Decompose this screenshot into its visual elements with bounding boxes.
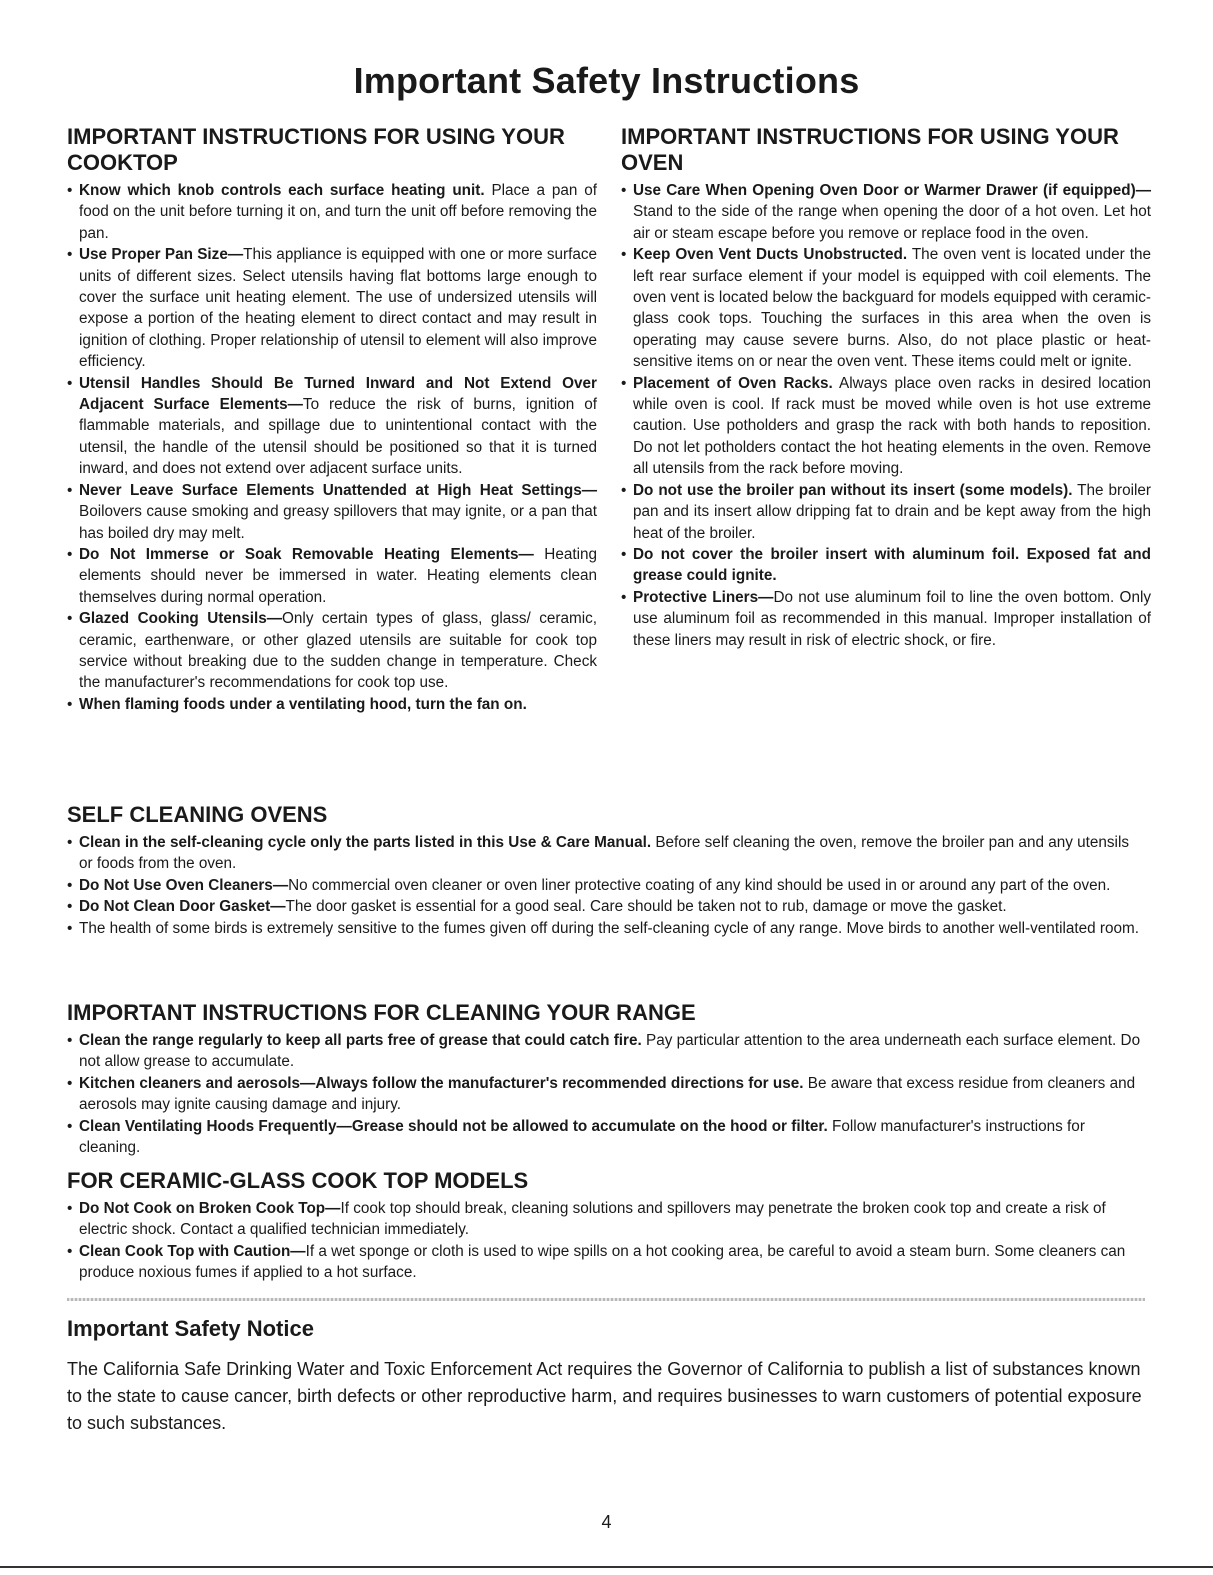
cooktop-list bbox=[67, 180, 597, 715]
list-item: • Clean Ventilating Hoods Frequently—Grease should not be allowed to accumulate on the hood or filter. Follow manufacturer's instructions for cleaning. bbox=[67, 1116, 1145, 1159]
list-item: • Do Not Cook on Broken Cook Top—If cook top should break, cleaning solutions and spillovers may penetrate the broken cook top and create a risk of electric shock. Contact a qualified technician immediately. bbox=[67, 1198, 1145, 1241]
cleaning-range-list bbox=[67, 1030, 1145, 1158]
list-item: • Clean the range regularly to keep all parts free of grease that could catch fire. Pay particular attention to the area underneath each surface element. Do not allow grease to accumulate. bbox=[67, 1030, 1145, 1073]
ceramic-glass-section bbox=[67, 1168, 1145, 1284]
safety-notice-text: The California Safe Drinking Water and Toxic Enforcement Act requires the Governor of California to publish a list of substances known to the state to cause cancer, birth defects or other reproductive harm, and requires businesses to warn customers of potential exposure to such substances. bbox=[67, 1359, 1142, 1433]
list-item: • Clean in the self-cleaning cycle only the parts listed in this Use & Care Manual. Before self cleaning the oven, remove the broiler pan and any utensils or foods from the oven. bbox=[67, 832, 1145, 875]
list-item: • Do Not Use Oven Cleaners—No commercial oven cleaner or oven liner protective coating of any kind should be used in or around any part of the oven. bbox=[67, 875, 1145, 896]
list-item: • Do not cover the broiler insert with aluminum foil. Exposed fat and grease could ignite. bbox=[621, 544, 1151, 587]
oven-section bbox=[621, 124, 1151, 651]
list-item: • Keep Oven Vent Ducts Unobstructed. The oven vent is located under the left rear surface element if your model is equipped with coil elements. The oven vent is located below the backguard for models equipped with ceramic-glass cook tops. Touching the surfaces in this area when the oven is operating may cause severe burns. Also, do not place plastic or heat-sensitive items on or near the oven vent. These items could melt or ignite. bbox=[621, 244, 1151, 372]
ceramic-glass-list bbox=[67, 1198, 1145, 1284]
cooktop-heading: IMPORTANT INSTRUCTIONS FOR USING YOUR COOKTOP bbox=[67, 124, 565, 175]
list-item: • Placement of Oven Racks. Always place oven racks in desired location while oven is cool. If rack must be moved while oven is hot use extreme caution. Use potholders and grasp the rack with both hands to reposition. Do not let potholders contact the hot heating elements in the oven. Remove all utensils from the rack before moving. bbox=[621, 373, 1151, 480]
self-cleaning-heading: SELF CLEANING OVENS bbox=[67, 802, 328, 827]
self-cleaning-section bbox=[67, 802, 1145, 939]
list-item: • Clean Cook Top with Caution—If a wet sponge or cloth is used to wipe spills on a hot cooking area, be careful to avoid a steam burn. Some cleaners can produce noxious fumes if applied to a hot surface. bbox=[67, 1241, 1145, 1284]
safety-notice-section bbox=[67, 1316, 1145, 1437]
cleaning-range-section bbox=[67, 1000, 1145, 1158]
page-number: 4 bbox=[601, 1512, 612, 1532]
list-item: • Utensil Handles Should Be Turned Inward and Not Extend Over Adjacent Surface Elements—To reduce the risk of burns, ignition of flammable materials, and spillage due to unintentional contact with the utensil, the handle of the utensil should be positioned so that it is turned inward, and does not extend over adjacent surface units. bbox=[67, 373, 597, 480]
cooktop-section bbox=[67, 124, 597, 715]
list-item: • The health of some birds is extremely sensitive to the fumes given off during the self-cleaning cycle of any range. Move birds to another well-ventilated room. bbox=[67, 918, 1145, 939]
oven-list bbox=[621, 180, 1151, 651]
page-title: Important Safety Instructions bbox=[353, 60, 860, 101]
list-item: • Do Not Clean Door Gasket—The door gasket is essential for a good seal. Care should be taken not to rub, damage or move the gasket. bbox=[67, 896, 1145, 917]
list-item: • Kitchen cleaners and aerosols—Always follow the manufacturer's recommended directions for use. Be aware that excess residue from cleaners and aerosols may ignite causing damage and injury. bbox=[67, 1073, 1145, 1116]
oven-heading: IMPORTANT INSTRUCTIONS FOR USING YOUR OVEN bbox=[621, 124, 1119, 175]
list-item: • Use Care When Opening Oven Door or Warmer Drawer (if equipped)—Stand to the side of the range when opening the door of a hot oven. Let hot air or steam escape before you remove or replace food in the oven. bbox=[621, 180, 1151, 244]
list-item: • Protective Liners—Do not use aluminum foil to line the oven bottom. Only use aluminum foil as recommended in this manual. Improper installation of these liners may result in risk of electric shock, or fire. bbox=[621, 587, 1151, 651]
list-item: • Do not use the broiler pan without its insert (some models). The broiler pan and its insert allow dripping fat to drain and be kept away from the high heat of the broiler. bbox=[621, 480, 1151, 544]
section-divider bbox=[67, 1298, 1145, 1301]
cleaning-range-heading: IMPORTANT INSTRUCTIONS FOR CLEANING YOUR RANGE bbox=[67, 1000, 696, 1025]
safety-notice-heading: Important Safety Notice bbox=[67, 1316, 314, 1341]
list-item: • When flaming foods under a ventilating hood, turn the fan on. bbox=[67, 694, 597, 715]
ceramic-glass-heading: FOR CERAMIC-GLASS COOK TOP MODELS bbox=[67, 1168, 529, 1193]
self-cleaning-list bbox=[67, 832, 1145, 939]
list-item: • Use Proper Pan Size—This appliance is equipped with one or more surface units of different sizes. Select utensils having flat bottoms large enough to cover the surface unit heating element. The use of undersized utensils will expose a portion of the heating element to direct contact and may result in ignition of clothing. Proper relationship of utensil to element will also improve efficiency. bbox=[67, 244, 597, 372]
bottom-rule bbox=[0, 1566, 1213, 1568]
list-item: • Know which knob controls each surface heating unit. Place a pan of food on the unit before turning it on, and turn the unit off before removing the pan. bbox=[67, 180, 597, 244]
list-item: • Glazed Cooking Utensils—Only certain types of glass, glass/ ceramic, ceramic, earthenware, or other glazed utensils are suitable for cook top service without breaking due to the sudden change in temperature. Check the manufacturer's recommendations for cook top use. bbox=[67, 608, 597, 694]
list-item: • Never Leave Surface Elements Unattended at High Heat Settings—Boilovers cause smoking and greasy spillovers that may ignite, or a pan that has boiled dry may melt. bbox=[67, 480, 597, 544]
list-item: • Do Not Immerse or Soak Removable Heating Elements— Heating elements should never be immersed in water. Heating elements clean themselves during normal operation. bbox=[67, 544, 597, 608]
